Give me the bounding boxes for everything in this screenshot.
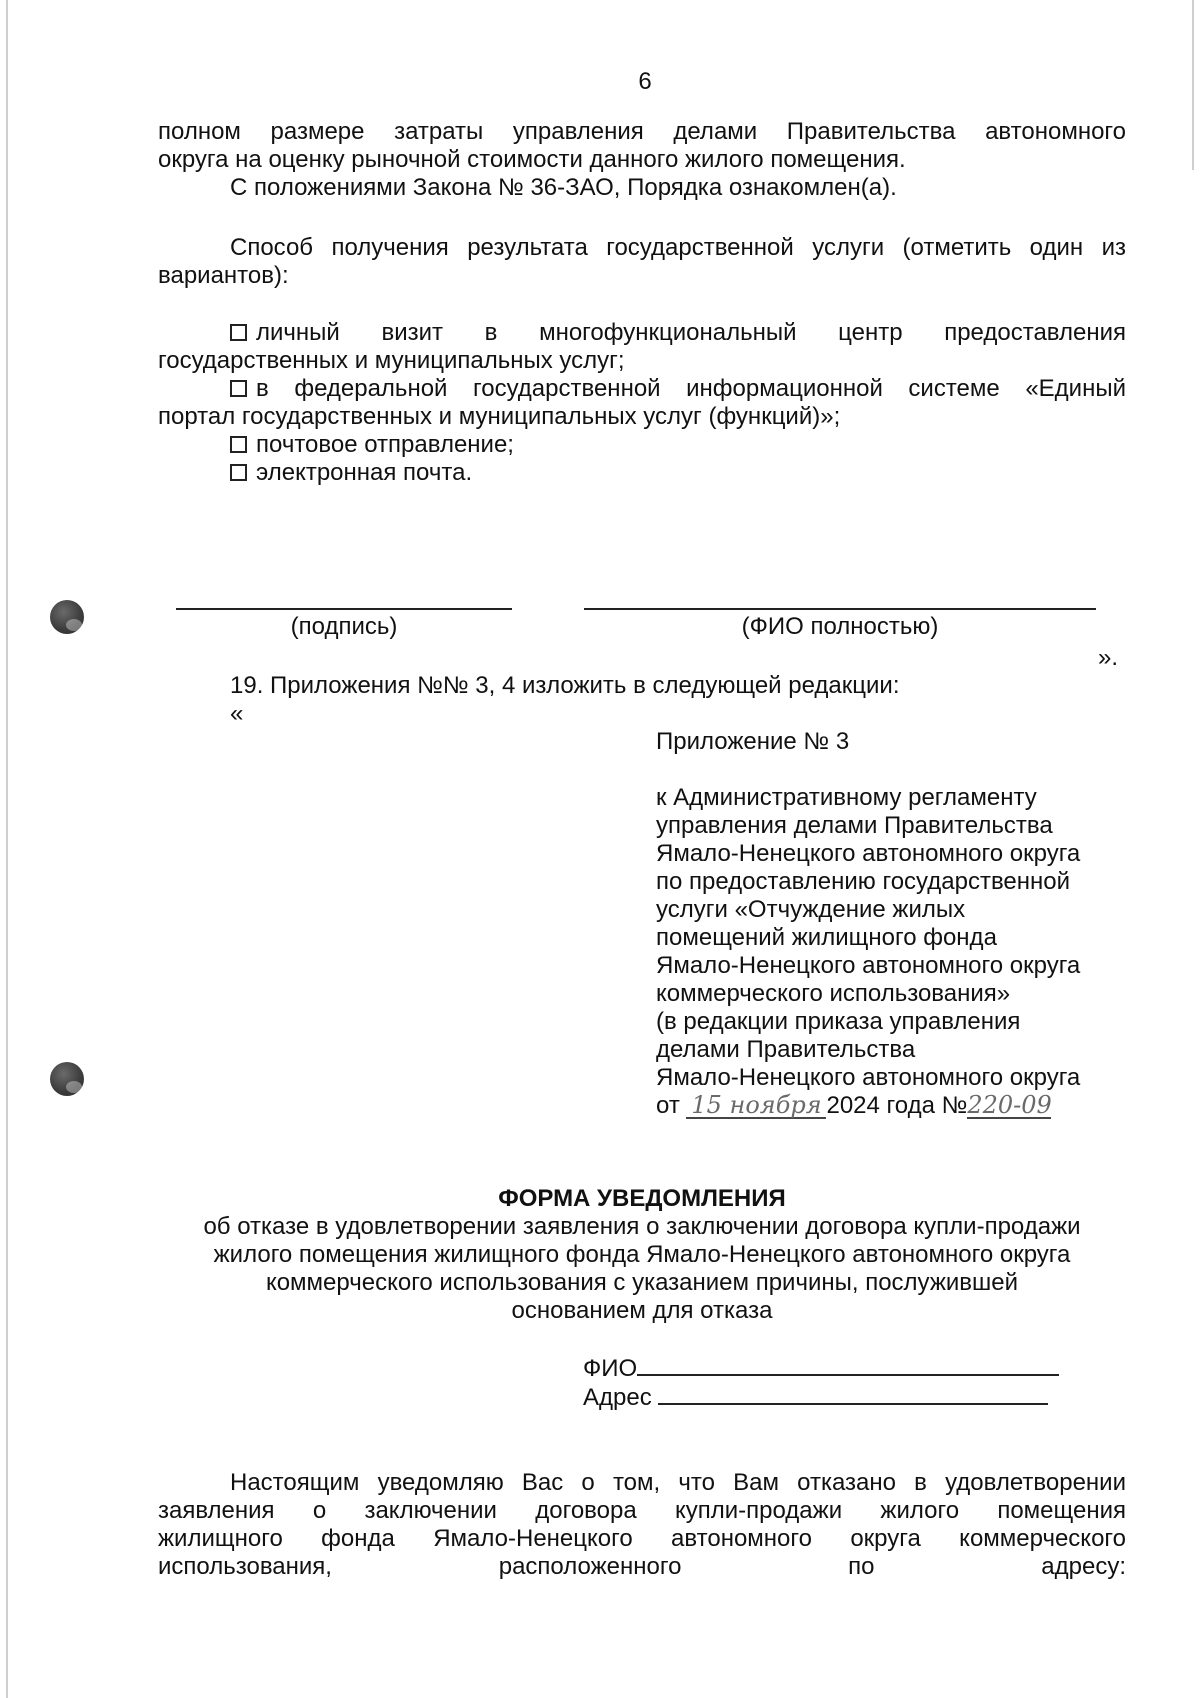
full-name-label: (ФИО полностью) [741, 613, 939, 640]
checkbox-mail[interactable] [230, 436, 247, 453]
form-subtitle-1: об отказе в удовлетворении заявления о заключении договора купли-продажи [203, 1213, 1081, 1240]
page-left-edge [6, 0, 8, 1698]
form-subtitle-4: основанием для отказа [511, 1297, 773, 1324]
appendix-line-7: Ямало-Ненецкого автономного округа [656, 952, 1081, 979]
address-label: Адрес [583, 1384, 652, 1411]
notice-paragraph [158, 1469, 1126, 1581]
appendix-line-2: управления делами Правительства [656, 812, 1053, 839]
option-email [158, 459, 1126, 487]
signature-line[interactable] [176, 608, 512, 610]
notice-line-2: заявления о заключении договора купли-продажи жилого помещения [158, 1497, 1126, 1524]
option-portal [158, 375, 1126, 431]
intro-line-2: округа на оценку рыночной стоимости данного жилого помещения. [158, 146, 906, 173]
punch-hole-top [50, 600, 84, 634]
appendix-line-5: услуги «Отчуждение жилых [656, 896, 966, 923]
method-paragraph [158, 234, 1126, 290]
date-prefix: от [656, 1092, 680, 1119]
item-19-open-quote: « [230, 700, 244, 727]
handwritten-order-number: 220-09 [967, 1091, 1052, 1119]
intro-paragraph [158, 118, 1126, 202]
checkbox-email[interactable] [230, 464, 247, 481]
appendix-line-3: Ямало-Ненецкого автономного округа [656, 840, 1081, 867]
recipient-fields [583, 1354, 1103, 1412]
appendix-header [656, 728, 1126, 1120]
intro-line-1: полном размере затраты управления делами Правительства автономного [158, 118, 1126, 145]
year-text: 2024 года № [826, 1092, 968, 1119]
signature-label: (подпись) [290, 613, 398, 640]
appendix-line-1: к Административному регламенту [656, 784, 1037, 811]
option-email-text: электронная почта. [256, 459, 473, 486]
appendix-line-8: коммерческого использования» [656, 980, 1011, 1007]
form-subtitle-3: коммерческого использования с указанием причины, послужившей [265, 1269, 1019, 1296]
appendix-line-4: по предоставлению государственной [656, 868, 1071, 895]
punch-hole-bottom [50, 1062, 84, 1096]
fio-label: ФИО [583, 1355, 638, 1382]
appendix-line-10: делами Правительства [656, 1036, 916, 1063]
form-title: ФОРМА УВЕДОМЛЕНИЯ [498, 1185, 786, 1212]
option-mail-text: почтовое отправление; [256, 431, 514, 458]
notice-line-4: использования, расположенного по адресу: [158, 1553, 1126, 1580]
item-19 [158, 672, 1126, 728]
checkbox-in-person[interactable] [230, 324, 247, 341]
appendix-line-6: помещений жилищного фонда [656, 924, 997, 951]
appendix-date-line [656, 1092, 1126, 1120]
closing-quote: ». [1098, 644, 1119, 671]
checkbox-portal[interactable] [230, 380, 247, 397]
item-19-text: 19. Приложения №№ 3, 4 изложить в следующей редакции: [230, 672, 900, 699]
option-portal-text-1: в федеральной государственной информационной системе «Единый [256, 375, 1126, 402]
notice-line-1: Настоящим уведомляю Вас о том, что Вам отказано в удовлетворении [230, 1469, 1126, 1496]
form-heading [158, 1185, 1126, 1325]
option-mail [158, 431, 1126, 459]
method-line-2: вариантов): [158, 262, 289, 289]
handwritten-date: 15 ноября [686, 1093, 826, 1119]
notice-line-3: жилищного фонда Ямало-Ненецкого автономного округа коммерческого [158, 1525, 1126, 1552]
page-number: 6 [638, 68, 652, 95]
fio-row [583, 1354, 1103, 1383]
address-row [583, 1383, 1103, 1412]
address-field[interactable] [658, 1383, 1048, 1405]
appendix-line-9: (в редакции приказа управления [656, 1008, 1021, 1035]
method-line-1: Способ получения результата государственной услуги (отметить один из [230, 234, 1126, 261]
appendix-title: Приложение № 3 [656, 728, 850, 755]
intro-line-3: С положениями Закона № 36-ЗАО, Порядка ознакомлен(а). [230, 174, 897, 201]
option-portal-text-2: портал государственных и муниципальных услуг (функций)»; [158, 403, 841, 430]
form-subtitle-2: жилого помещения жилищного фонда Ямало-Ненецкого автономного округа [213, 1241, 1071, 1268]
appendix-line-11: Ямало-Ненецкого автономного округа [656, 1064, 1081, 1091]
option-in-person [158, 319, 1126, 375]
options-list [158, 319, 1126, 487]
full-name-line[interactable] [584, 608, 1096, 610]
fio-field[interactable] [637, 1354, 1059, 1376]
option-in-person-text-2: государственных и муниципальных услуг; [158, 347, 625, 374]
option-in-person-text-1: личный визит в многофункциональный центр предоставления [256, 319, 1126, 346]
